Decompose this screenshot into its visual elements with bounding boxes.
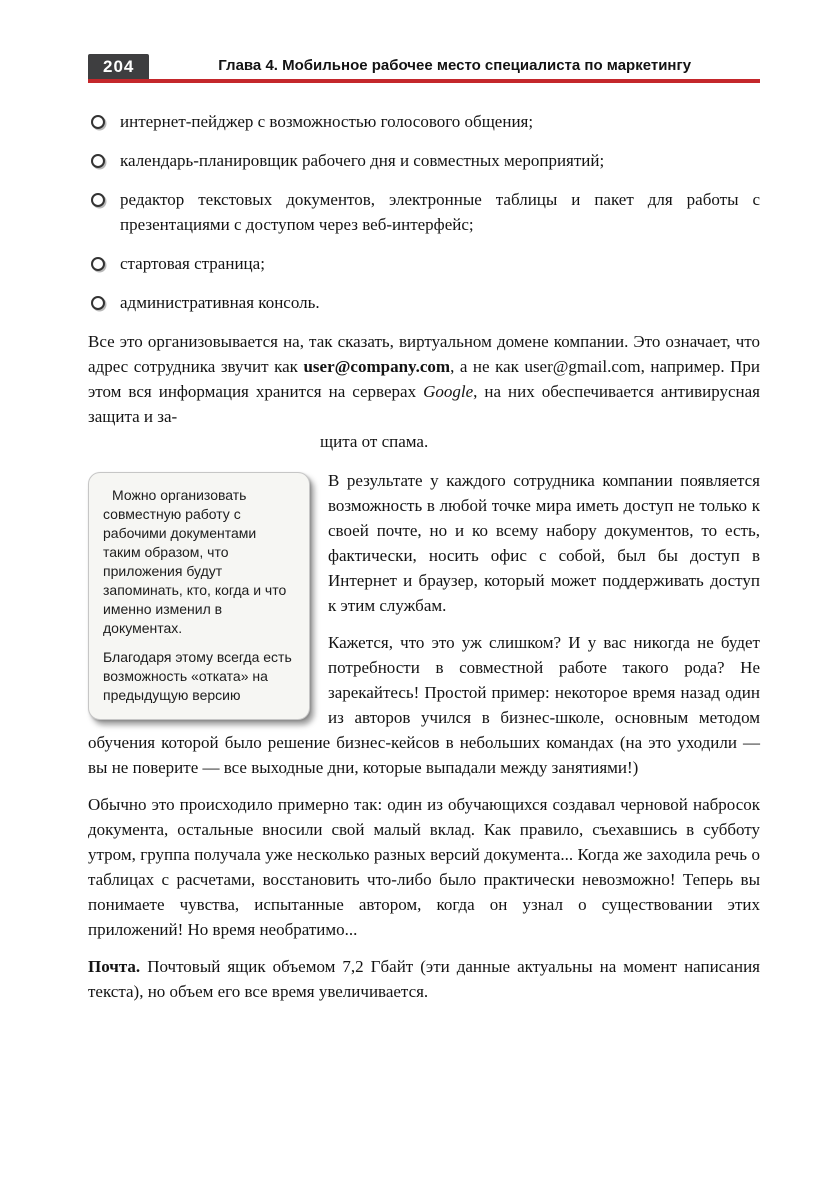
list-item — [88, 187, 760, 237]
mail-lead: Почта. — [88, 957, 141, 976]
page-header — [88, 54, 760, 83]
note-paragraph: Благодаря этому всегда есть возможность «отката» на предыдущую версию — [103, 649, 292, 703]
paragraph-text: Все это организовывается на, так сказать, виртуальном домене компании. Это означает, что адрес сотрудника звучит как — [88, 332, 760, 376]
list-item — [88, 290, 760, 315]
body-paragraph-story: Обычно это происходило примерно так: один из обучающихся создавал черновой набросок документа, остальные вносили свой малый вклад. Как правило, съехавшись в субботу утром, группа получала уже несколько разных версий документа... Когда же заходила речь о таблицах с расчетами, восстановить что-либо было практически невозможно! Теперь вы понимаете чувства, испытанные автором, когда он узнал о существовании этих приложений! Но время необратимо... — [88, 795, 760, 939]
list-item — [88, 109, 760, 134]
feature-list — [88, 109, 760, 315]
body-paragraph-access: В результате у каждого сотрудника компании появляется возможность в любой точке мира иметь доступ не только к своей почте, но и ко всему набору документов, то есть, фактически, носить офис с собой, был бы доступ в Интернет и браузер, который может поддерживать доступ к этим службам. — [328, 471, 760, 615]
circle-bullet-icon — [91, 193, 105, 207]
body-paragraph-example: Кажется, что это уж слишком? И у вас никогда не будет потребности в совместной работе такого рода? Не зарекайтесь! Простой пример: некоторое время назад один из авторов учился в бизнес-школе, основным методом обучения которой было решение бизнес-кейсов в небольших командах (на это уходили — вы не поверите — все выходные дни, которые выпадали между занятиями!) — [88, 633, 760, 777]
paragraph-text: Почтовый ящик объемом 7,2 Гбайт (эти данные актуальны на момент написания текста), но объем его все время увеличивается. — [88, 957, 760, 1001]
circle-bullet-icon — [91, 154, 105, 168]
list-item-text: календарь-планировщик рабочего дня и совместных мероприятий; — [120, 151, 605, 170]
list-item-text: стартовая страница; — [120, 254, 265, 273]
paragraph-text: , а не как user@gmail.com, например. При этом вся информация хранится на серверах — [88, 357, 761, 401]
page-number-badge: 204 — [88, 54, 149, 79]
circle-bullet-icon — [91, 115, 105, 129]
list-item — [88, 251, 760, 276]
circle-bullet-icon — [91, 296, 105, 310]
sidebar-note — [88, 472, 310, 720]
list-item-text: интернет-пейджер с возможностью голосового общения; — [120, 112, 534, 131]
email-highlight: user@company.com — [303, 357, 451, 376]
paragraph-text: , на них обеспечивается антивирусная защита и за- — [88, 382, 760, 426]
google-name: Google — [423, 382, 474, 401]
list-item-text: редактор текстовых документов, электронные таблицы и пакет для работы с презентациями с доступом через веб-интерфейс; — [120, 190, 760, 234]
note-paragraph: Можно организовать совместную работу с рабочими документами таким образом, что приложения будут запоминать, кто, когда и что именно изменил в документах. — [103, 487, 287, 636]
note-and-text-section — [88, 468, 760, 780]
list-item-text: административная консоль. — [120, 293, 320, 312]
body-paragraph-mail — [88, 954, 760, 1004]
chapter-title: Глава 4. Мобильное рабочее место специалиста по маркетингу — [218, 57, 692, 74]
list-item — [88, 148, 760, 173]
circle-bullet-icon — [91, 257, 105, 271]
body-paragraph-domain — [88, 329, 760, 429]
paragraph-carryover-line: щита от спама. — [320, 432, 429, 451]
